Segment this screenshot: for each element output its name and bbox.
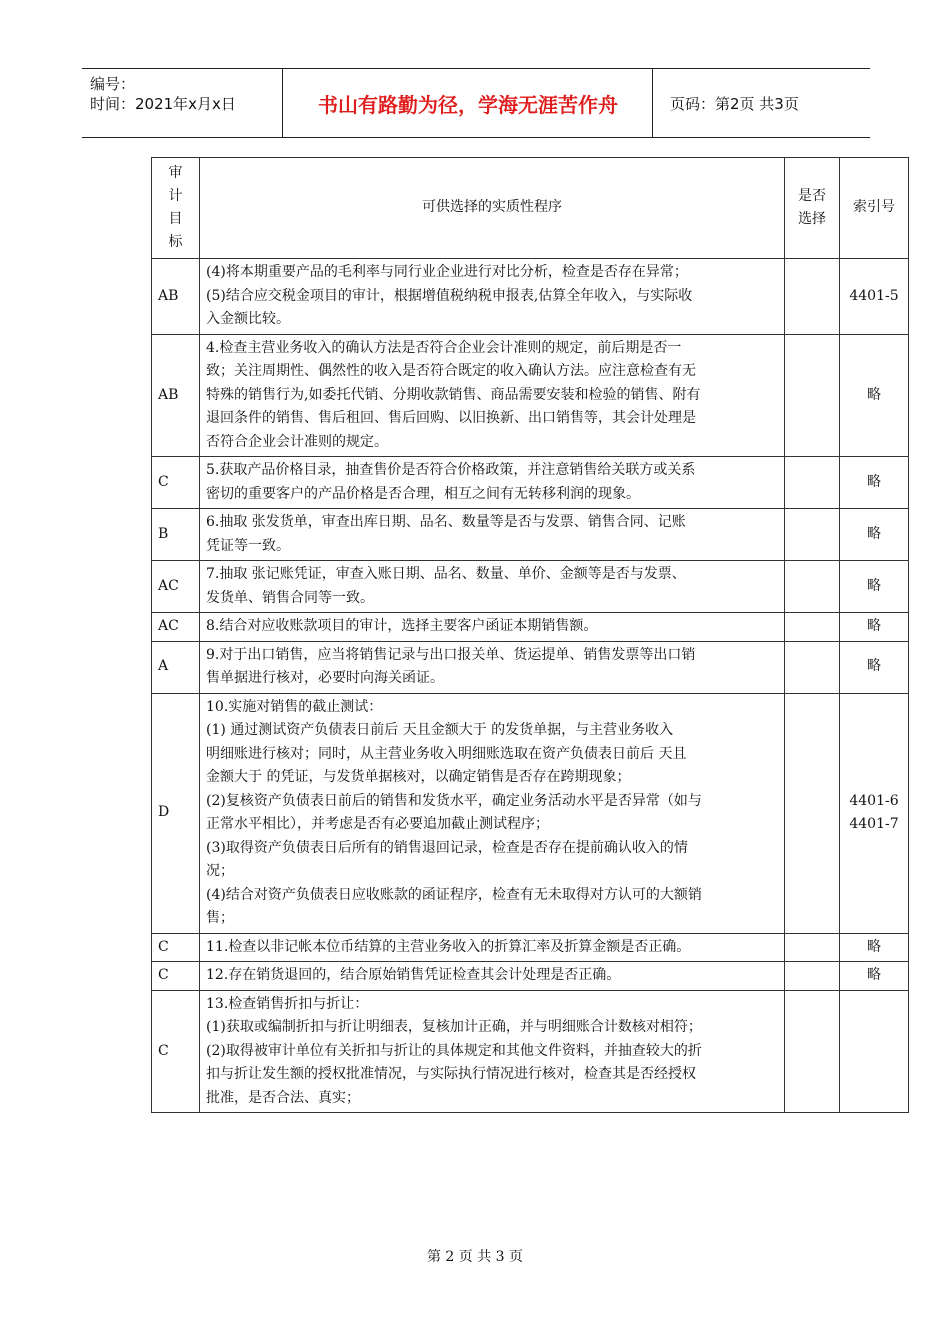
selected-cell[interactable] [785,457,840,509]
procedure-cell [200,990,785,1113]
procedure-cell [200,457,785,509]
selected-cell[interactable] [785,693,840,933]
procedure-line: (5)结合应交税金项目的审计，根据增值税纳税申报表,估算全年收入，与实际收 [206,287,693,304]
procedure-line: 况； [206,863,234,879]
procedure-line: (2)取得被审计单位有关折扣与折让的具体规定和其他文件资料，并抽查较大的折 [206,1042,702,1059]
procedure-cell [200,561,785,613]
procedure-cell [200,962,785,991]
index-number: 略 [867,938,881,955]
procedure-line: 批准，是否合法、真实； [206,1089,360,1106]
procedure-line: 11.检查以非记帐本位币结算的主营业务收入的折算汇率及折算金额是否正确。 [206,938,691,955]
index-number-cell [840,693,909,933]
substantive-procedures-table [151,157,909,1113]
procedure-line: 10.实施对销售的截止测试： [206,698,383,715]
procedure-line: 明细账进行核对；同时，从主营业务收入明细账选取在资产负债表日前后 天且 [206,745,687,762]
page-footer: 第 2 页 共 3 页 [426,1249,524,1265]
index-number-cell [840,509,909,561]
procedure-cell [200,259,785,335]
table-row [152,693,909,933]
procedure-line: 密切的重要客户的产品价格是否合理，相互之间有无转移利润的现象。 [206,485,640,502]
index-number-cell [840,641,909,693]
procedure-line: (4)将本期重要产品的毛利率与同行业企业进行对比分析，检查是否存在异常； [206,264,688,280]
index-number: 略 [867,618,881,634]
procedure-line: 售单据进行核对，必要时向海关函证。 [206,670,444,686]
procedure-line: (3)取得资产负债表日后所有的销售退回记录，检查是否存在提前确认收入的情 [206,839,688,856]
index-number: 略 [867,525,881,542]
procedure-line: (4)结合对资产负债表日应收账款的函证程序，检查有无未取得对方认可的大额销 [206,886,702,903]
procedure-line: 凭证等一致。 [206,537,290,554]
procedure-line: (1)获取或编制折扣与折让明细表，复核加计正确，并与明细账合计数核对相符； [206,1019,702,1035]
selected-cell[interactable] [785,641,840,693]
procedure-line: 5.获取产品价格目录，抽查售价是否符合价格政策，并注意销售给关联方或关系 [206,462,696,478]
header-selected: 是否 选择 [785,158,840,259]
procedure-cell [200,613,785,642]
procedure-cell [200,933,785,962]
procedure-line: 退回条件的销售、售后租回、售后回购、以旧换新、出口销售等，其会计处理是 [206,410,696,426]
table-row [152,259,909,335]
table-row [152,334,909,457]
index-number: 略 [867,386,881,403]
procedure-line: 入金额比较。 [206,311,290,327]
header-motto: 书山有路勤为径，学海无涯苦作舟 [284,69,653,137]
audit-objective-cell: AB [152,259,200,335]
page-header [82,68,870,138]
audit-objective-cell: AC [152,613,200,642]
header-procedure: 可供选择的实质性程序 [200,158,785,259]
index-number-cell [840,933,909,962]
procedure-line: 8.结合对应收账款项目的审计，选择主要客户函证本期销售额。 [206,618,598,634]
table-row [152,509,909,561]
selected-cell[interactable] [785,334,840,457]
header-meta [82,69,283,137]
selected-cell[interactable] [785,259,840,335]
procedure-cell [200,641,785,693]
index-number: 略 [867,473,881,490]
audit-objective-cell: A [152,641,200,693]
selected-cell[interactable] [785,561,840,613]
selected-cell[interactable] [785,933,840,962]
table-row [152,613,909,642]
index-number-cell [840,457,909,509]
procedure-line: 13.检查销售折扣与折让： [206,995,369,1012]
audit-objective-cell: C [152,457,200,509]
index-number: 略 [867,967,881,983]
procedure-line: 6.抽取 张发货单，审查出库日期、品名、数量等是否与发票、销售合同、记账 [206,514,686,530]
procedure-line: 12.存在销货退回的，结合原始销售凭证检查其会计处理是否正确。 [206,967,621,983]
header-page-label [662,69,870,137]
table-row [152,962,909,991]
index-number-cell [840,334,909,457]
procedure-line: 发货单、销售合同等一致。 [206,589,374,606]
index-number-cell [840,613,909,642]
audit-objective-cell: D [152,693,200,933]
document-number-label: 编号： [90,75,136,93]
table-row [152,933,909,962]
table-row [152,641,909,693]
procedure-line: 7.抽取 张记账凭证，审查入账日期、品名、数量、单价、金额等是否与发票、 [206,566,686,582]
procedure-line: 金额大于 的凭证，与发货单据核对，以确定销售是否存在跨期现象； [206,769,631,785]
procedure-line: 正常水平相比），并考虑是否有必要追加截止测试程序； [206,816,549,832]
procedure-cell [200,509,785,561]
index-number: 4401-7 [849,816,899,832]
audit-objective-cell: C [152,933,200,962]
selected-cell[interactable] [785,613,840,642]
procedure-line: 否符合企业会计准则的规定。 [206,433,388,450]
header-audit-objective: 审 计 目 标 [152,158,200,259]
table-row [152,990,909,1113]
procedure-line: 致；关注周期性、偶然性的收入是否符合既定的收入确认方法。应注意检查有无 [206,363,696,379]
procedure-line: 4.检查主营业务收入的确认方法是否符合企业会计准则的规定，前后期是否一 [206,339,682,356]
page-label: 页码：第2页 共3页 [670,94,799,113]
selected-cell[interactable] [785,962,840,991]
table-row [152,561,909,613]
procedure-line: 售； [206,910,234,926]
index-number-cell [840,259,909,335]
procedure-line: (2)复核资产负债表日前后的销售和发货水平，确定业务活动水平是否异常（如与 [206,792,702,809]
index-number: 略 [867,577,881,594]
index-number: 4401-6 [849,792,899,809]
audit-objective-cell: AC [152,561,200,613]
index-number-cell [840,962,909,991]
audit-objective-cell: B [152,509,200,561]
table-row [152,457,909,509]
procedure-line: (1) 通过测试资产负债表日前后 天且金额大于 的发货单据，与主营业务收入 [206,722,674,738]
procedure-line: 9.对于出口销售，应当将销售记录与出口报关单、货运提单、销售发票等出口销 [206,646,696,663]
index-number: 略 [867,658,881,675]
procedure-line: 特殊的销售行为,如委托代销、分期收款销售、商品需要安装和检验的销售、附有 [206,386,701,403]
header-index-number: 索引号 [840,158,909,259]
document-date-label: 时间：2021年x月x日 [90,95,236,113]
procedure-line: 扣与折让发生额的授权批准情况，与实际执行情况进行核对，检查其是否经授权 [206,1066,696,1082]
audit-objective-cell: AB [152,334,200,457]
table-header-row [152,158,909,259]
index-number: 4401-5 [849,287,899,304]
index-number-cell [840,561,909,613]
procedure-cell [200,334,785,457]
selected-cell[interactable] [785,509,840,561]
audit-objective-cell: C [152,962,200,991]
procedure-cell [200,693,785,933]
table-body [152,259,909,1113]
selected-cell[interactable] [785,990,840,1113]
index-number-cell [840,990,909,1113]
audit-objective-cell: C [152,990,200,1113]
